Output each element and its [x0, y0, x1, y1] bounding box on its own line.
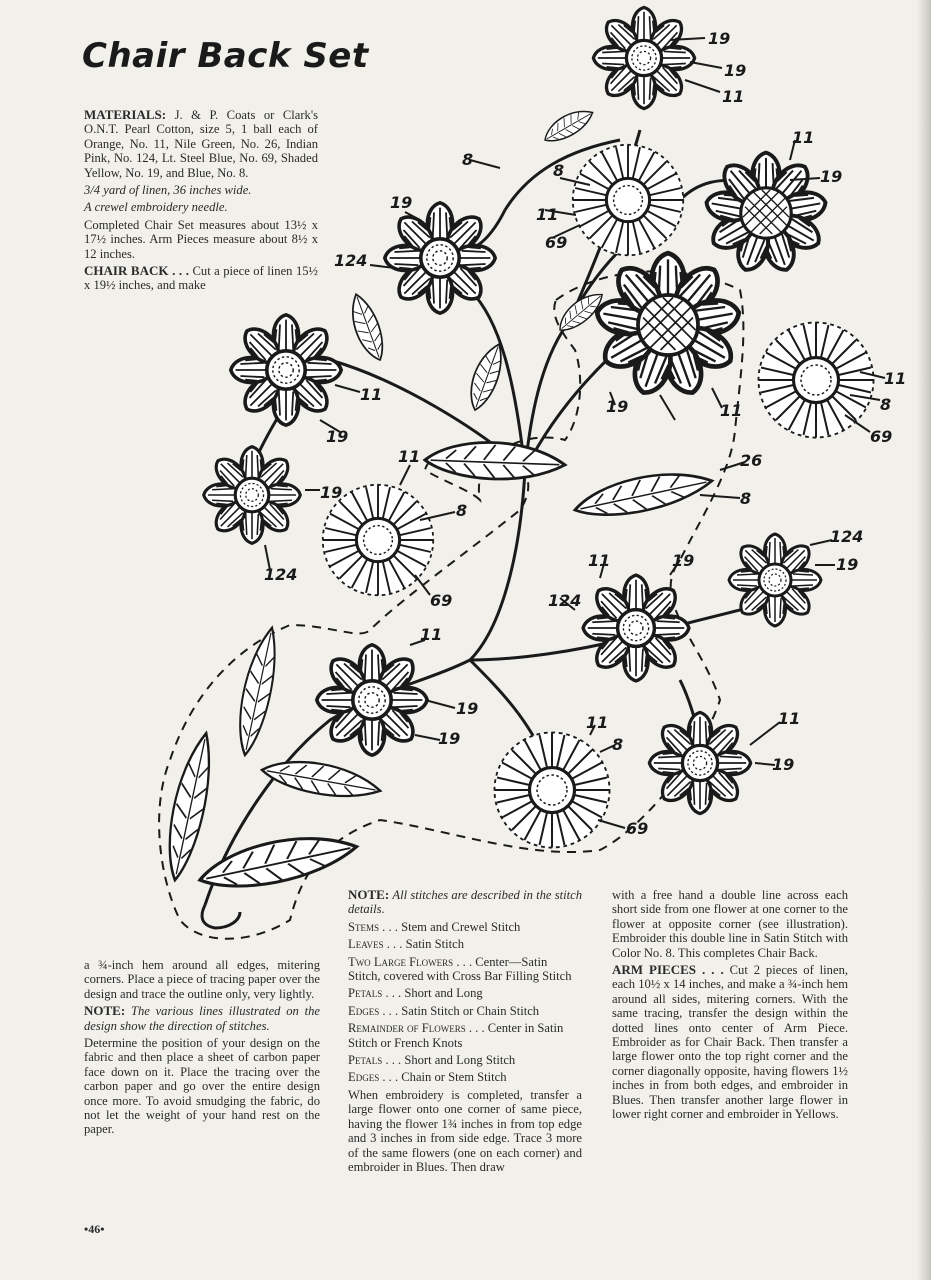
stitch-item	[348, 1053, 582, 1067]
label-11b: 11	[536, 205, 559, 224]
stitch-value: . . . Satin Stitch	[386, 937, 465, 952]
label-19b: 19	[724, 61, 747, 80]
column-1-bottom	[84, 958, 320, 1140]
label-69c: 69	[430, 591, 453, 610]
label-69d: 69	[626, 819, 649, 838]
note2-heading: NOTE:	[348, 887, 390, 902]
stitch-value: . . . Short and Long Stitch	[385, 1053, 516, 1068]
label-19l: 19	[772, 755, 795, 774]
column-2	[348, 888, 582, 1177]
hem-paragraph: a ¾-inch hem around all edges, mitering corners. Place a piece of tracing paper over the design and trace the outline only, very lightly.	[84, 958, 321, 1001]
linen-amount: 3/4 yard of linen, 36 inches wide.	[84, 183, 252, 198]
note-heading: NOTE:	[84, 1003, 126, 1019]
stitch-key: Petals	[348, 1053, 383, 1068]
label-124a: 124	[334, 251, 368, 270]
stitch-value: . . . Short and Long	[385, 986, 483, 1001]
label-11g: 11	[398, 447, 421, 466]
column-3	[612, 888, 848, 1125]
arm-pieces-paragraph	[612, 963, 848, 1121]
stitch-item	[348, 955, 582, 984]
when-completed-paragraph: When embroidery is completed, transfer a large flower onto one corner of same piece, having the flower 1¾ inches in from top edge and 3 inches in from side edge. Trace 3 more of the same flowers (one on each corner) and embroider in Blues. Then draw	[348, 1087, 582, 1174]
label-19c: 19	[820, 167, 843, 186]
stitch-list	[348, 920, 582, 1085]
page-title: Chair Back Set	[82, 36, 369, 76]
label-19h: 19	[836, 555, 859, 574]
label-19g: 19	[606, 397, 629, 416]
label-19i: 19	[672, 551, 695, 570]
label-11c: 11	[792, 128, 815, 147]
label-11k: 11	[778, 709, 801, 728]
note-stitches-paragraph	[348, 888, 582, 917]
measure-note: Completed Chair Set measures about 13½ x 17½ inches. Arm Pieces measure about 8½ x 12 inches.	[84, 217, 318, 261]
label-19j: 19	[456, 699, 479, 718]
note-text: The various lines illustrated on the design show the direction of stitches.	[84, 1004, 320, 1033]
label-124b: 124	[264, 565, 298, 584]
materials-text: J. & P. Coats or Clark's O.N.T. Pearl Cotton, size 5, 1 ball each of Orange, No. 11, Nile Green, No. 26, Indian Pink, No. 124, Lt. Steel Blue, No. 69, Shaded Yellow, No. 19, and Blue, No. 8.	[84, 108, 318, 180]
note2-text: All stitches are described in the stitch details.	[348, 888, 582, 917]
stitch-item	[348, 920, 582, 934]
stitch-key: Two Large Flowers	[348, 954, 454, 969]
label-26: 26	[740, 451, 763, 470]
arm-pieces-heading: ARM PIECES . . .	[612, 962, 724, 978]
label-124c: 124	[830, 527, 864, 546]
stitch-value: . . . Stem and Crewel Stitch	[382, 919, 521, 934]
page-number: •46•	[84, 1222, 105, 1236]
label-69b: 69	[870, 427, 893, 446]
label-11d: 11	[360, 385, 383, 404]
label-11a: 11	[722, 87, 745, 106]
materials-heading: MATERIALS:	[84, 107, 167, 122]
stitch-key: Edges	[348, 1070, 380, 1085]
chair-back-text: Cut a piece of linen 15½ x 19½ inches, and make	[84, 264, 318, 293]
label-19k: 19	[438, 729, 461, 748]
note-directions-paragraph	[84, 1004, 320, 1033]
stitch-key: Remainder of Flowers	[348, 1021, 466, 1036]
stitch-item	[348, 1070, 582, 1084]
label-124d: 124	[548, 591, 582, 610]
label-19e: 19	[326, 427, 349, 446]
stitch-key: Stems	[348, 919, 380, 934]
stitch-item	[348, 937, 582, 951]
double-line-paragraph: with a free hand a double line across each short side from one flower at one corner to the flower at opposite corner (see illustration). Embroider this double line in Satin Stitch with Color No. 8. This completes Chair Back.	[612, 888, 848, 960]
stitch-key: Edges	[348, 1003, 380, 1018]
determine-paragraph: Determine the position of your design on the fabric and then place a sheet of carbon paper face down on it. Place the tracing over the carbon paper and go over the entire design once more. To avoid smudging the fabric, do not let the weight of your hand rest on the paper.	[84, 1036, 320, 1137]
label-8d: 8	[456, 501, 468, 520]
needle-note: A crewel embroidery needle.	[84, 200, 228, 215]
label-11e: 11	[720, 401, 743, 420]
stitch-value: . . . Satin Stitch or Chain Stitch	[382, 1003, 540, 1018]
label-19a: 19	[708, 29, 731, 48]
stitch-key: Leaves	[348, 937, 384, 952]
chair-back-heading: CHAIR BACK . . .	[84, 263, 189, 279]
label-19d: 19	[390, 193, 413, 212]
label-8e: 8	[740, 489, 752, 508]
label-11i: 11	[420, 625, 443, 644]
stitch-value: . . . Center in Satin Stitch or French Knots	[348, 1021, 564, 1050]
stitch-item	[348, 1004, 582, 1018]
label-8f: 8	[612, 735, 624, 754]
arm-pieces-text: Cut 2 pieces of linen, each 10½ x 14 inches, and make a ¾-inch hem around all sides, mitering corners. With the same tracing, transfer the design within the dotted lines onto center of Arm Piece. Embroider as for Chair Back. Then transfer a large flower onto the top right corner and the corner diagonally opposite, having flowers 1½ inches in from both edges, and embroider in Blues. Then transfer another large flower in lower right corner and embroider in Yellows.	[612, 963, 849, 1122]
label-11h: 11	[588, 551, 611, 570]
stitch-value: . . . Center—Satin Stitch, covered with Cross Bar Filling Stitch	[348, 954, 572, 984]
label-8c: 8	[880, 395, 892, 414]
stitch-item	[348, 986, 582, 1000]
label-8a: 8	[462, 150, 474, 169]
stitch-value: . . . Chain or Stem Stitch	[382, 1070, 507, 1085]
label-11f: 11	[884, 369, 907, 388]
label-8b: 8	[553, 161, 565, 180]
label-19f: 19	[320, 483, 343, 502]
stitch-item	[348, 1021, 582, 1050]
stitch-key: Petals	[348, 986, 383, 1001]
label-69a: 69	[545, 233, 568, 252]
label-11j: 11	[586, 713, 609, 732]
